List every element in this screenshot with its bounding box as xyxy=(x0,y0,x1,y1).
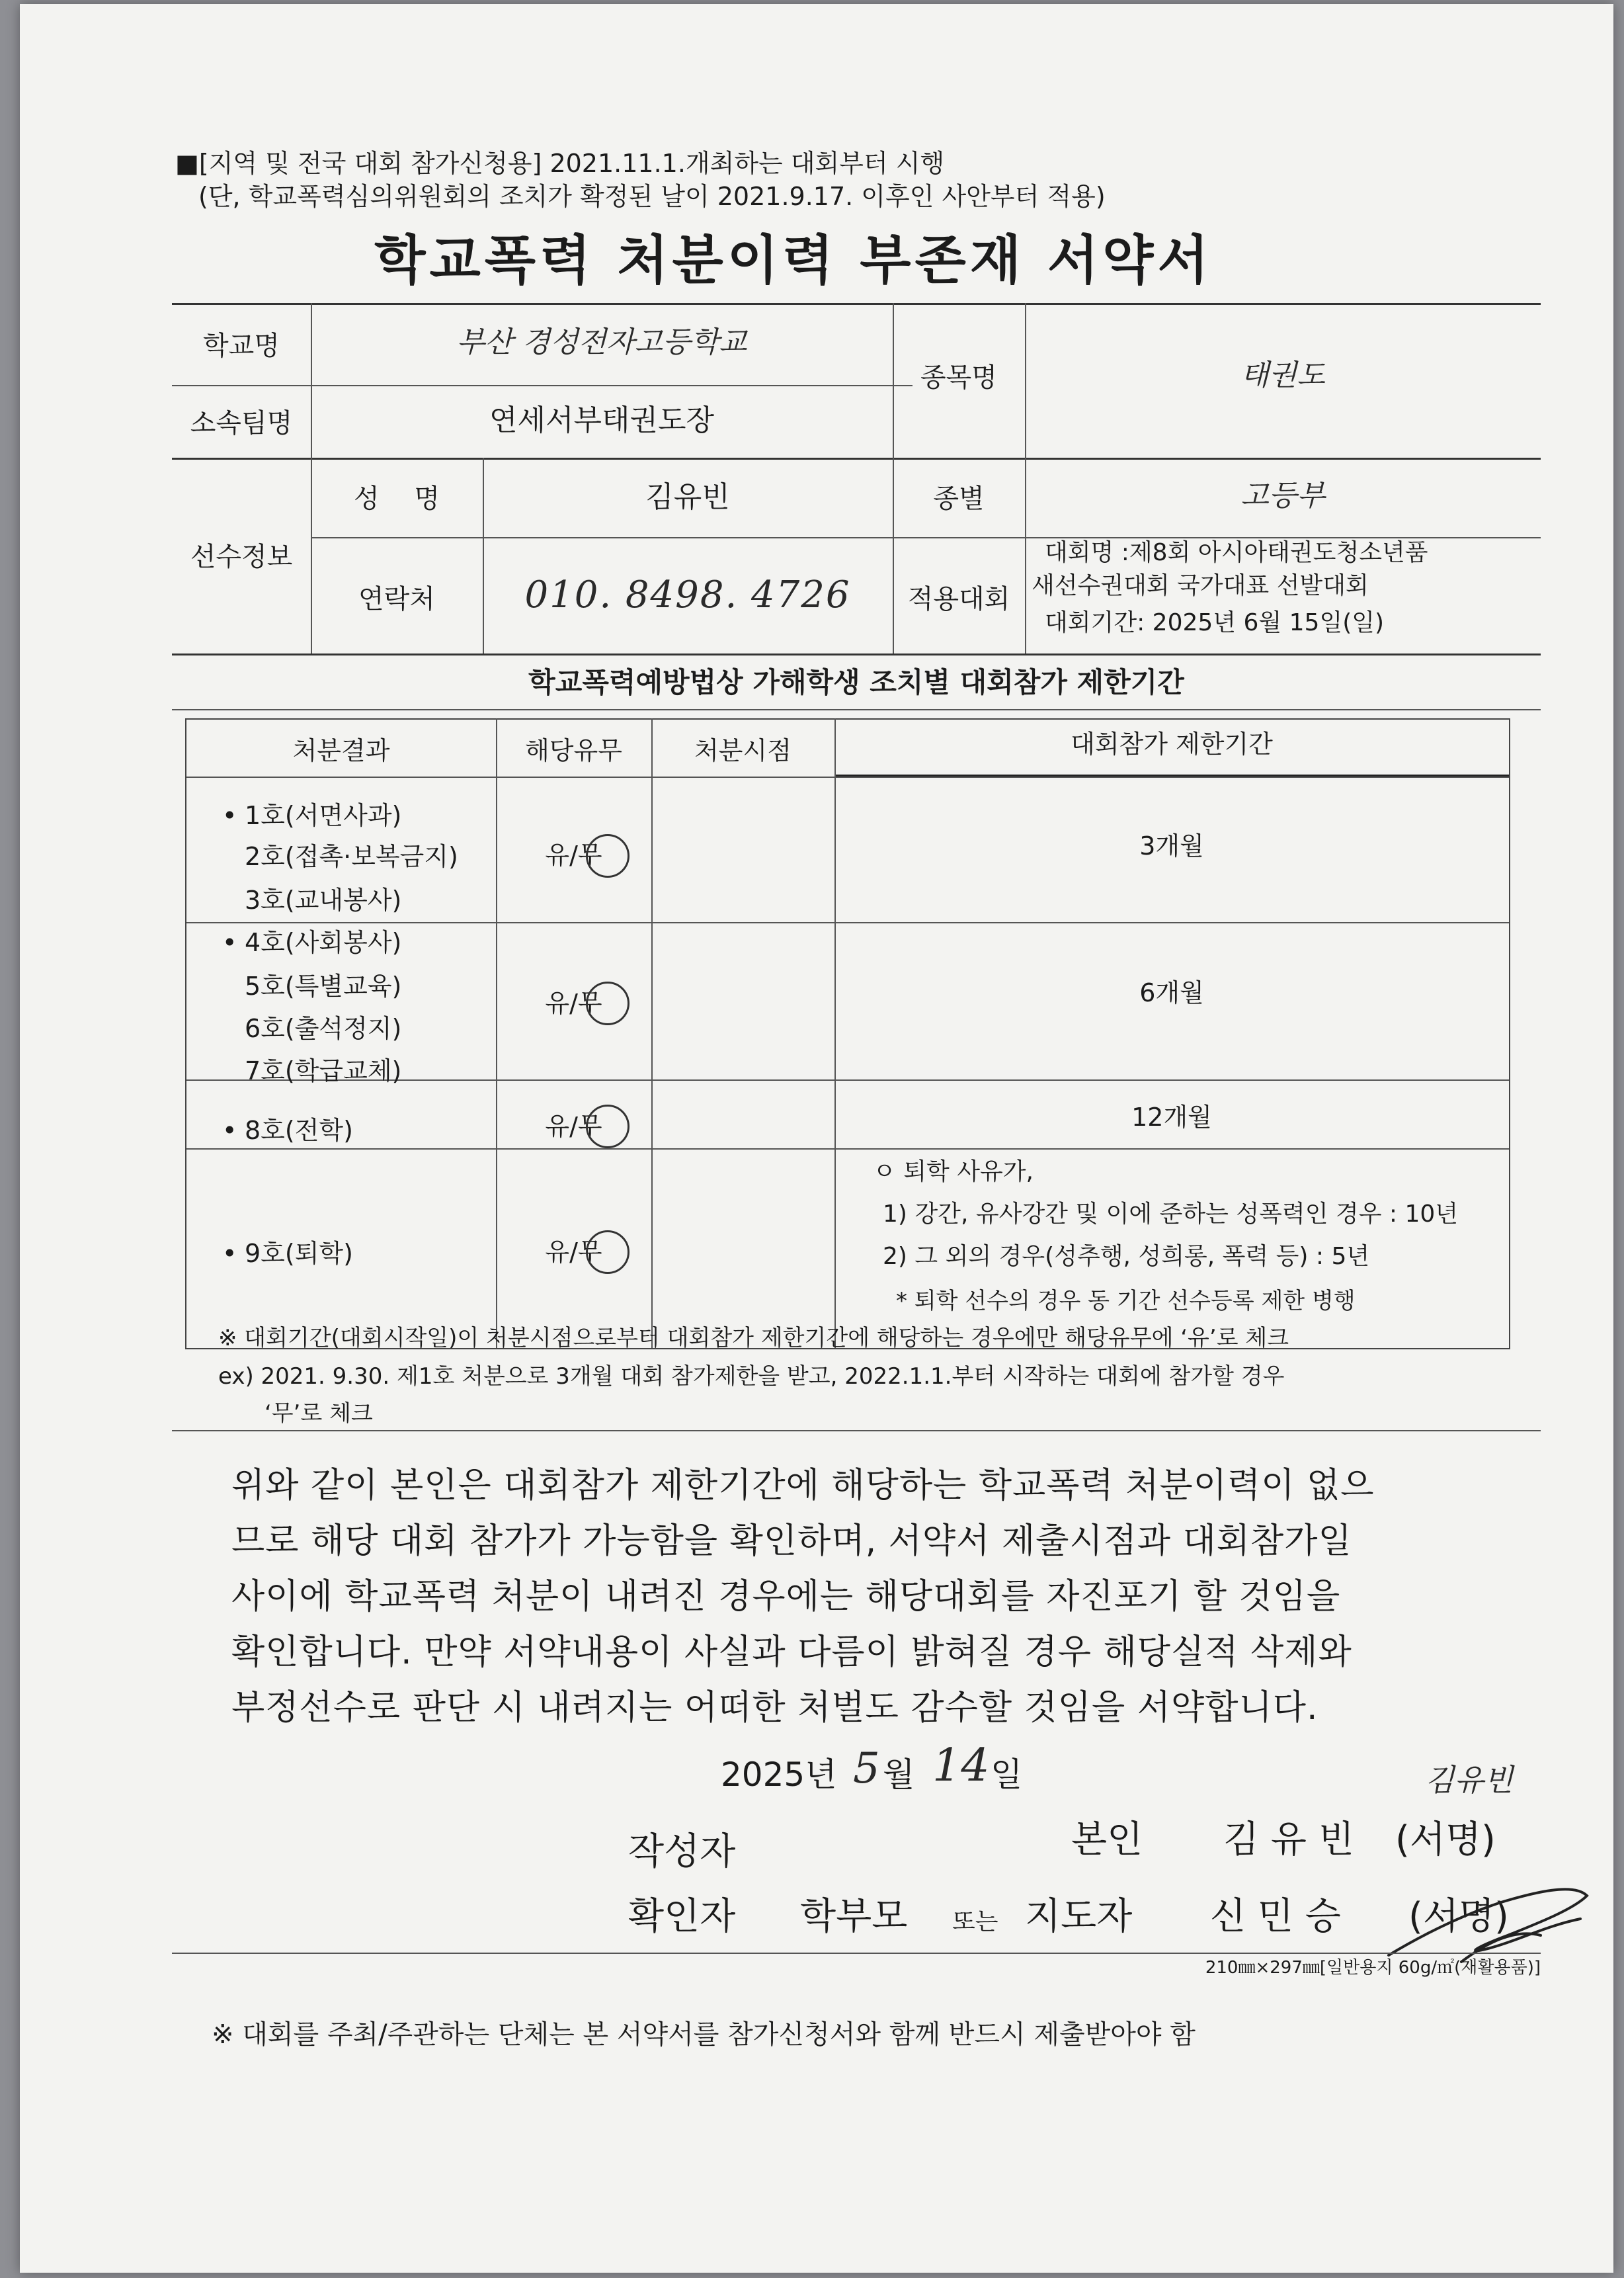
parent-label: 학부모 xyxy=(800,1895,908,1938)
table-line xyxy=(1025,303,1026,654)
team-value: 연세서부태권도장 xyxy=(489,403,715,437)
school-label: 학교명 xyxy=(203,331,280,361)
col-header-time: 처분시점 xyxy=(694,736,792,765)
col-header-applicable: 해당유무 xyxy=(525,736,622,765)
table-line xyxy=(172,1953,1541,1954)
table-line xyxy=(186,777,1509,778)
row3-item1: • 8호(전학) xyxy=(245,1118,353,1143)
table-line xyxy=(172,458,1541,460)
team-label: 소속팀명 xyxy=(190,408,293,439)
school-value: 부산 경성전자고등학교 xyxy=(456,325,747,359)
pledge-line5: 부정선수로 판단 시 내려지는 어떠한 처벌도 감수할 것임을 서약합니다. xyxy=(231,1688,1319,1728)
event-value: 태권도 xyxy=(1240,359,1325,392)
contact-label: 연락처 xyxy=(358,584,435,614)
row2-item3: 6호(출석정지) xyxy=(245,1014,402,1043)
date-day-handwritten: 14 xyxy=(932,1740,990,1792)
no-circle-mark xyxy=(586,1230,629,1274)
document-page xyxy=(20,4,1613,2273)
date-month-label: 월 xyxy=(883,1755,915,1794)
applied-competition-label: 적용대회 xyxy=(907,584,1010,614)
category-label: 종별 xyxy=(933,484,985,514)
table-border xyxy=(172,303,1541,305)
handwritten-signature-scribble xyxy=(1382,1856,1607,1975)
table-line xyxy=(172,385,913,386)
pledge-line2: 므로 해당 대회 참가가 가능함을 확인하며, 서약서 제출시점과 대회참가일 xyxy=(231,1521,1352,1561)
table-line xyxy=(172,709,1541,710)
section-title: 학교폭력예방법상 가해학생 조치별 대회참가 제한기간 xyxy=(528,666,1184,698)
category-value: 고등부 xyxy=(1240,479,1325,513)
confirmer-label: 확인자 xyxy=(628,1895,736,1938)
footer-note: ※ 대회를 주최/주관하는 단체는 본 서약서를 참가신청서와 함께 반드시 제출받아야 함 xyxy=(212,2019,1196,2050)
header-notice-line1: ■[지역 및 전국 대회 참가신청용] 2021.11.1.개최하는 대회부터 시행 xyxy=(175,149,945,178)
row3-yes-no: 유/무 xyxy=(545,1112,602,1141)
document-title: 학교폭력 처분이력 부존재 서약서 xyxy=(374,230,1213,291)
table-line xyxy=(172,1430,1541,1431)
no-circle-mark xyxy=(586,834,629,878)
date-day-label: 일 xyxy=(991,1755,1023,1794)
row2-period: 6개월 xyxy=(1139,978,1204,1007)
self-name: 김 유 빈 xyxy=(1223,1818,1354,1861)
row4-period-line2: 1) 강간, 유사강간 및 이에 준하는 성폭력인 경우 : 10년 xyxy=(883,1201,1459,1228)
date-month-handwritten: 5 xyxy=(853,1744,880,1793)
event-label: 종목명 xyxy=(920,362,997,393)
self-sign-label: (서명) xyxy=(1395,1818,1496,1861)
note-line1: ※ 대회기간(대회시작일)이 처분시점으로부터 대회참가 제한기간에 해당하는 경우에만 해당유무에 ‘유’로 체크 xyxy=(218,1325,1289,1351)
table-line xyxy=(834,718,836,1348)
table-line xyxy=(172,654,1541,655)
row4-period-line3: 2) 그 외의 경우(성추행, 성희롱, 폭력 등) : 5년 xyxy=(883,1243,1370,1270)
row4-period-line4: * 퇴학 선수의 경우 동 기간 선수등록 제한 병행 xyxy=(896,1288,1356,1314)
pledge-line4: 확인합니다. 만약 서약내용이 사실과 다름이 밝혀질 경우 해당실적 삭제와 xyxy=(231,1632,1352,1672)
name-value: 김유빈 xyxy=(645,480,730,514)
coach-label: 지도자 xyxy=(1025,1895,1133,1938)
note-line2: ex) 2021. 9.30. 제1호 처분으로 3개월 대회 참가제한을 받고, 2022.1.1.부터 시작하는 대회에 참가할 경우 xyxy=(218,1363,1285,1390)
writer-label: 작성자 xyxy=(628,1830,736,1873)
or-label: 또는 xyxy=(952,1908,998,1935)
contact-value: 010. 8498. 4726 xyxy=(524,573,851,616)
no-circle-mark xyxy=(586,982,629,1025)
row3-period: 12개월 xyxy=(1131,1103,1212,1132)
table-line xyxy=(186,1148,1509,1150)
table-line xyxy=(651,718,653,1348)
row4-item1: • 9호(퇴학) xyxy=(245,1241,353,1266)
table-line xyxy=(186,922,1509,923)
row2-yes-no: 유/무 xyxy=(545,989,602,1018)
row2-item1: • 4호(사회봉사) xyxy=(245,930,401,955)
row1-item1: • 1호(서면사과) xyxy=(245,803,401,828)
row4-period-line1: ㅇ 퇴학 사유가, xyxy=(873,1158,1034,1185)
applied-competition-line3: 대회기간: 2025년 6월 15일(일) xyxy=(1045,609,1385,636)
row2-item2: 5호(특별교육) xyxy=(245,972,402,1001)
player-info-label: 선수정보 xyxy=(190,542,293,572)
self-handwritten-name: 김유빈 xyxy=(1425,1762,1514,1798)
row1-yes-no: 유/무 xyxy=(545,841,602,870)
header-notice-line2: (단, 학교폭력심의위원회의 조치가 확정된 날이 2021.9.17. 이후인 사안부터 적용) xyxy=(198,182,1106,211)
row1-item3: 3호(교내봉사) xyxy=(245,886,402,915)
applied-competition-line1: 대회명 :제8회 아시아태권도청소년품 xyxy=(1045,539,1428,566)
paper-spec: 210㎜×297㎜[일반용지 60g/㎡(재활용품)] xyxy=(1205,1958,1541,1978)
row4-yes-no: 유/무 xyxy=(545,1238,602,1267)
row2-item4: 7호(학급교체) xyxy=(245,1056,402,1085)
row1-item2: 2호(접촉·보복금지) xyxy=(245,842,458,871)
applied-competition-line2: 새선수권대회 국가대표 선발대회 xyxy=(1032,572,1369,599)
note-line3: ‘무’로 체크 xyxy=(264,1400,373,1427)
no-circle-mark xyxy=(586,1105,629,1148)
name-label: 성 명 xyxy=(354,484,440,514)
coach-sign-label: (서명) xyxy=(1408,1895,1509,1938)
self-label: 본인 xyxy=(1071,1818,1143,1861)
row1-period: 3개월 xyxy=(1139,831,1204,861)
pledge-line3: 사이에 학교폭력 처분이 내려진 경우에는 해당대회를 자진포기 할 것임을 xyxy=(231,1577,1341,1617)
pledge-line1: 위와 같이 본인은 대회참가 제한기간에 해당하는 학교폭력 처분이력이 없으 xyxy=(231,1466,1375,1505)
col-header-result: 처분결과 xyxy=(292,736,390,765)
date-year: 2025년 xyxy=(721,1755,837,1794)
col-header-period: 대회참가 제한기간 xyxy=(1071,730,1273,759)
table-line xyxy=(311,537,1541,538)
coach-name: 신 민 승 xyxy=(1210,1895,1341,1938)
